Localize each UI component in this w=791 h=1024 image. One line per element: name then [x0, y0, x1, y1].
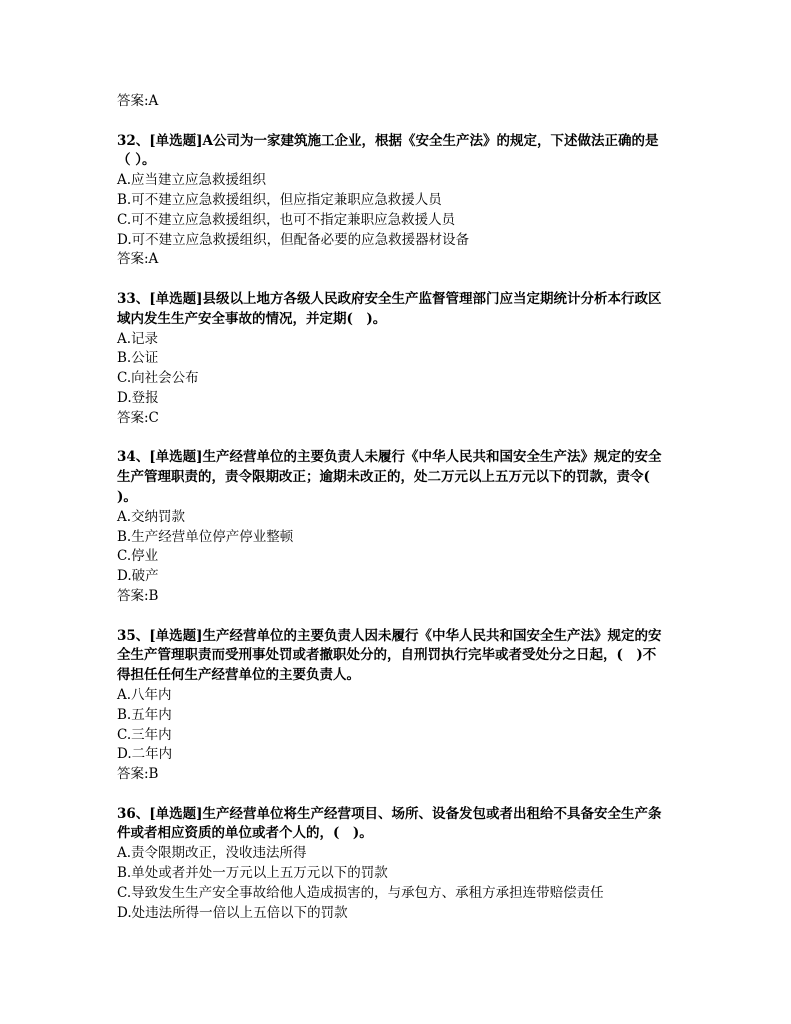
option-d: D.可不建立应急救援组织，但配备必要的应急救援器材设备	[117, 231, 470, 248]
question-text: 32、[单选题]A公司为一家建筑施工企业，根据《安全生产法》的规定，下述做法正确的是（ ）。	[117, 132, 659, 169]
option-d: D.登报	[117, 389, 159, 406]
option-c: C.可不建立应急救援组织，也可不指定兼职应急救援人员	[117, 211, 456, 228]
answer-line: 答案:B	[117, 766, 159, 783]
answer-line: 答案:A	[117, 251, 159, 268]
answer-line: 答案:C	[117, 409, 159, 426]
option-d: D.二年内	[117, 746, 173, 763]
question-text: 34、[单选题]生产经营单位的主要负责人未履行《中华人民共和国安全生产法》规定的安全生产管理职责的，责令限期改正；逾期未改正的，处二万元以上五万元以下的罚款，责令( )。	[117, 449, 662, 505]
question-text: 35、[单选题]生产经营单位的主要负责人因未履行《中华人民共和国安全生产法》规定的安全生产管理职责而受刑事处罚或者撤职处分的，自刑罚执行完毕或者受处分之日起，( )不得担任任何生产经营单位的主要负责人。	[117, 627, 662, 684]
spacer	[117, 607, 677, 627]
option-a: A.应当建立应急救援组织	[117, 172, 267, 189]
spacer	[117, 270, 677, 290]
option-b: B.可不建立应急救援组织，但应指定兼职应急救援人员	[117, 191, 442, 208]
question-block	[117, 805, 677, 924]
option-b: B.单处或者并处一万元以上五万元以下的罚款	[117, 865, 388, 882]
question-text: 33、[单选题]县级以上地方各级人民政府安全生产监督管理部门应当定期统计分析本行政区域内发生生产安全事故的情况，并定期( )。	[117, 290, 662, 327]
option-c: C.导致发生生产安全事故给他人造成损害的，与承包方、承租方承担连带赔偿责任	[117, 884, 604, 901]
option-d: D.处违法所得一倍以上五倍以下的罚款	[117, 904, 348, 921]
option-a: A.记录	[117, 330, 159, 347]
spacer	[117, 785, 677, 805]
option-a: A.交纳罚款	[117, 508, 186, 525]
spacer	[117, 429, 677, 449]
option-c: C.向社会公布	[117, 370, 199, 387]
option-a: A.责令限期改正，没收违法所得	[117, 845, 307, 862]
option-c: C.停业	[117, 548, 159, 565]
question-block	[117, 448, 677, 606]
option-b: B.生产经营单位停产停业整顿	[117, 528, 294, 545]
option-d: D.破产	[117, 568, 159, 585]
question-text: 36、[单选题]生产经营单位将生产经营项目、场所、设备发包或者出租给不具备安全生产条件或者相应资质的单位或者个人的，( )。	[117, 805, 662, 842]
question-block	[117, 132, 677, 271]
document-page	[117, 92, 677, 923]
option-c: C.三年内	[117, 726, 172, 743]
spacer	[117, 112, 677, 132]
answer-line: 答案:A	[117, 93, 159, 109]
question-block	[117, 627, 677, 785]
answer-line: 答案:B	[117, 587, 159, 604]
option-b: B.五年内	[117, 706, 172, 723]
option-b: B.公证	[117, 350, 159, 367]
option-a: A.八年内	[117, 686, 172, 703]
question-block	[117, 290, 677, 429]
